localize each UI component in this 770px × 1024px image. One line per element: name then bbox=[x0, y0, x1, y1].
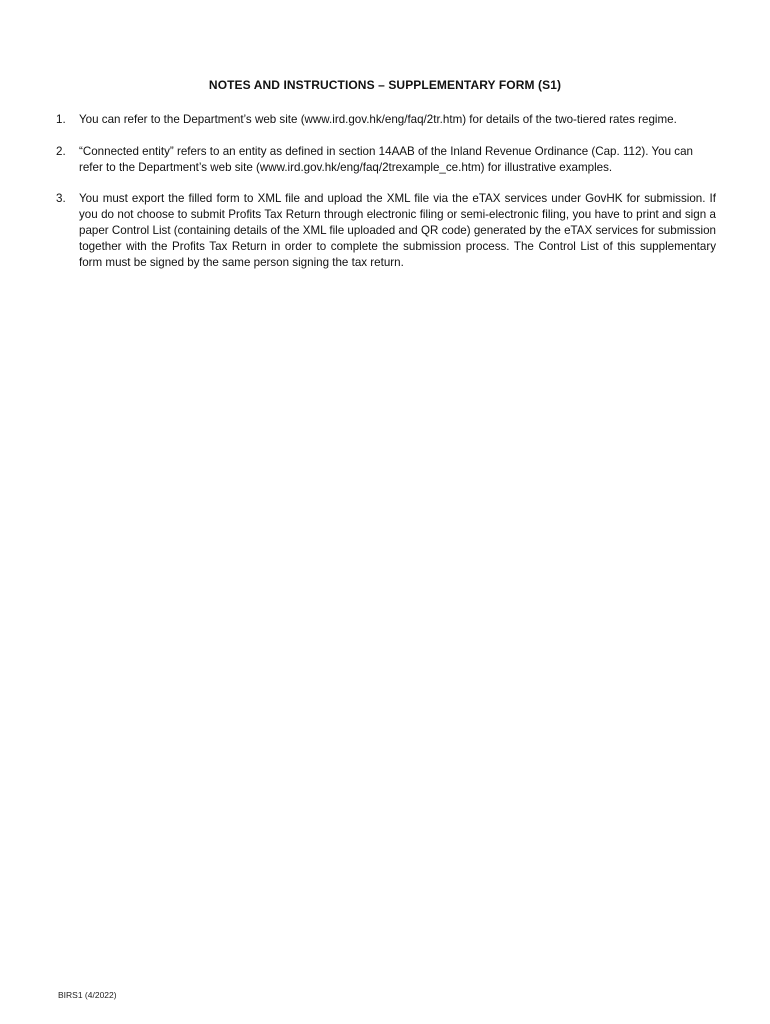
note-text: You can refer to the Department’s web site (www.ird.gov.hk/eng/faq/2tr.htm) for details of the two-tiered rates regime. bbox=[79, 113, 677, 126]
note-item-3 bbox=[56, 191, 716, 270]
form-code-footer: BIRS1 (4/2022) bbox=[58, 990, 117, 1000]
notes-list bbox=[56, 112, 716, 286]
note-item-1 bbox=[56, 112, 716, 128]
note-number: 3. bbox=[56, 192, 66, 206]
note-text: “Connected entity” refers to an entity as defined in section 14AAB of the Inland Revenue Ordinance (Cap. 112). You can refer to the Department’s web site (www.ird.gov.hk/eng/faq/2trexample_ce.htm) for illustrative examples. bbox=[79, 144, 693, 174]
note-item-2 bbox=[56, 144, 716, 176]
note-number: 2. bbox=[56, 144, 66, 158]
page-title: NOTES AND INSTRUCTIONS – SUPPLEMENTARY FORM (S1) bbox=[208, 78, 562, 92]
note-text: You must export the filled form to XML file and upload the XML file via the eTAX services under GovHK for submission. If you do not choose to submit Profits Tax Return through electronic filing or semi-electronic filing, you have to print and sign a paper Control List (containing details of the XML file uploaded and QR code) generated by the eTAX services for submission together with the Profits Tax Return in order to complete the submission process. The Control List of this supplementary form must be signed by the same person signing the tax return. bbox=[79, 192, 716, 269]
note-number: 1. bbox=[56, 113, 66, 126]
